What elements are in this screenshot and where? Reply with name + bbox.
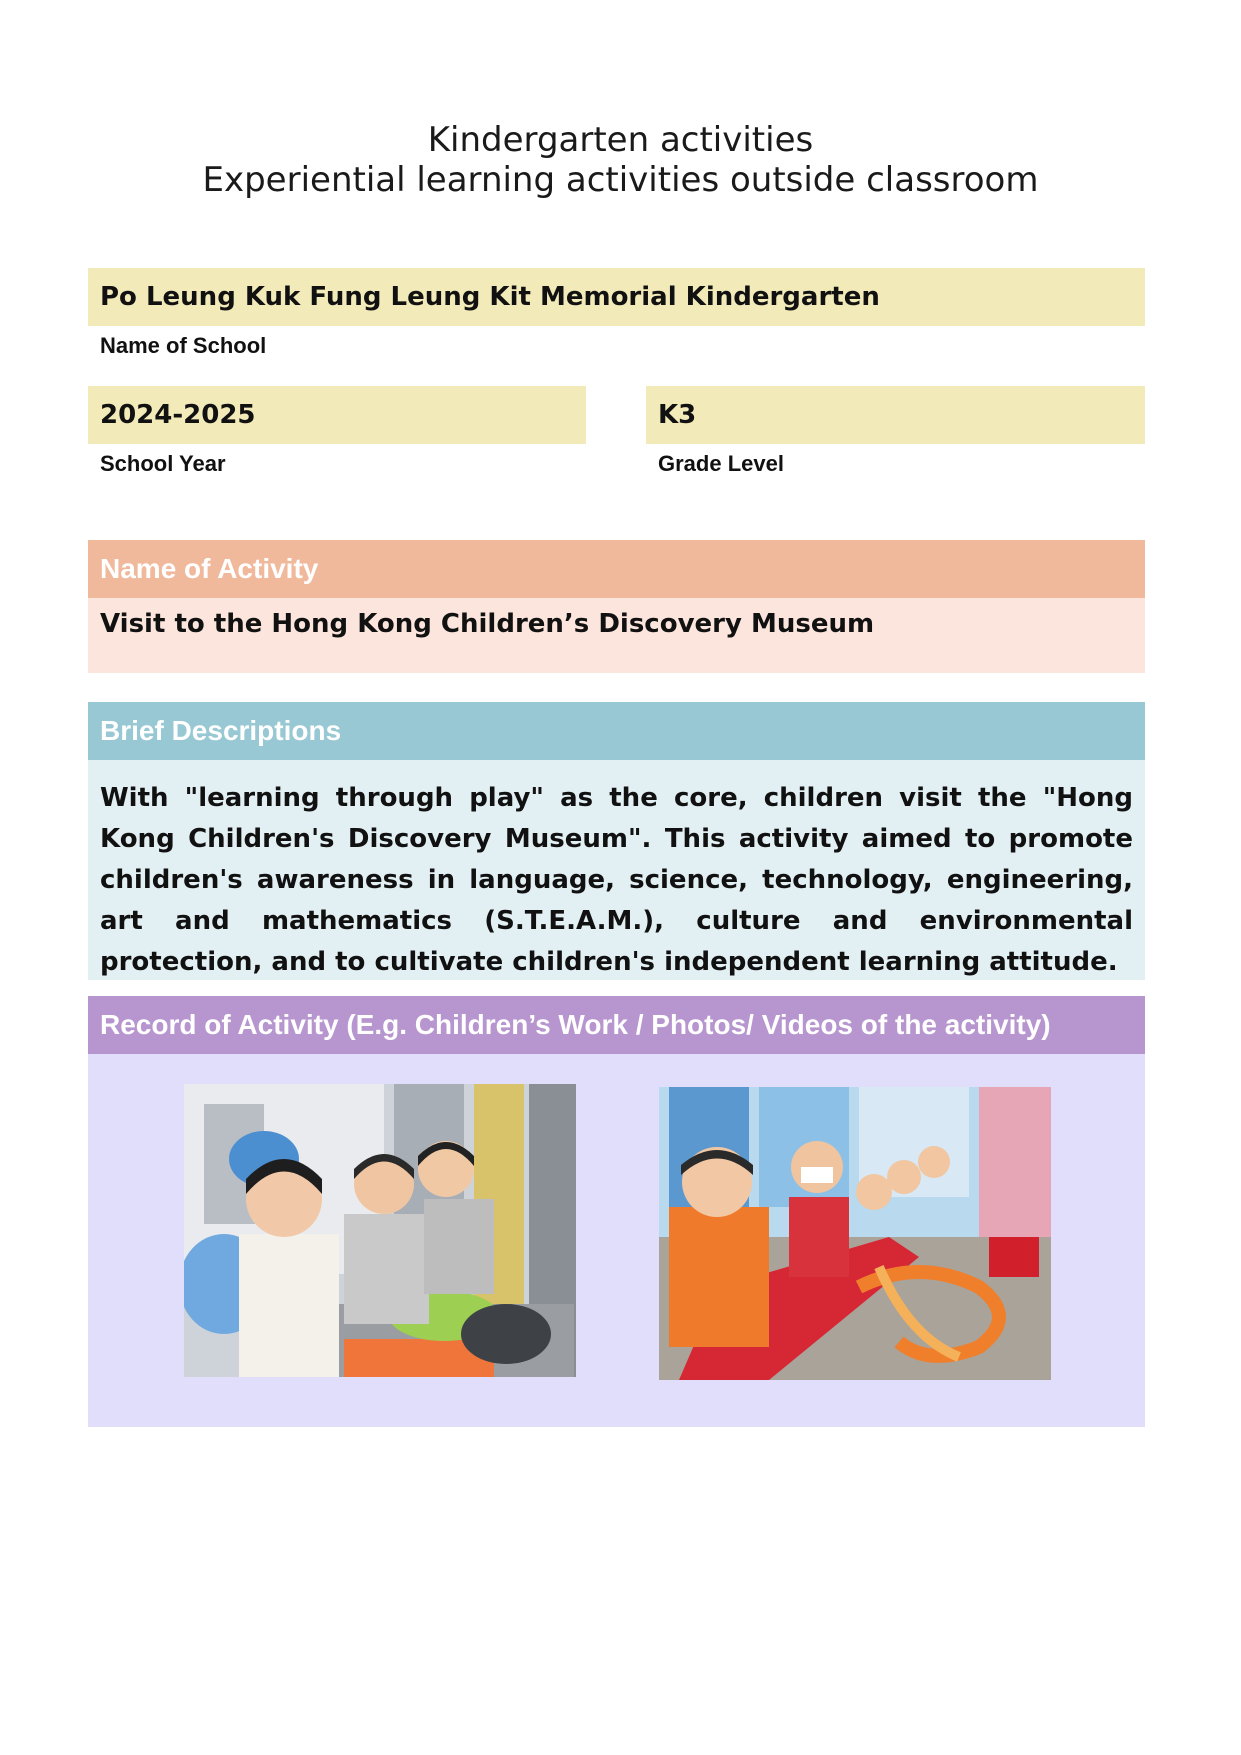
school-year-field: 2024-2025 (88, 386, 586, 444)
page-title: Kindergarten activities (427, 120, 814, 160)
children-playing-water-table-photo (659, 1087, 1051, 1380)
school-name-field: Po Leung Kuk Fung Leung Kit Memorial Kindergarten (88, 268, 1145, 326)
school-name-label: Name of School (100, 333, 267, 358)
children-posing-at-exhibit-photo (184, 1084, 576, 1377)
grade-level-field: K3 (646, 386, 1145, 444)
school-year-label: School Year (100, 451, 226, 476)
brief-descriptions-text: With "learning through play" as the core, children visit the "Hong Kong Children's Discovery Museum". This activity aimed to promote children's awareness in language, science, technology, engineering, art and mathematics (S.T.E.A.M.), culture and environmental protection, and to cultivate children's independent learning attitude. (88, 760, 1145, 980)
grade-level-label: Grade Level (658, 451, 784, 476)
record-of-activity-heading: Record of Activity (E.g. Children’s Work / Photos/ Videos of the activity) (88, 996, 1145, 1054)
brief-descriptions-heading: Brief Descriptions (88, 702, 1145, 760)
activity-name-heading: Name of Activity (88, 540, 1145, 598)
activity-name-value: Visit to the Hong Kong Children’s Discovery Museum (88, 598, 1145, 673)
page-subtitle: Experiential learning activities outside classroom (202, 160, 1039, 200)
